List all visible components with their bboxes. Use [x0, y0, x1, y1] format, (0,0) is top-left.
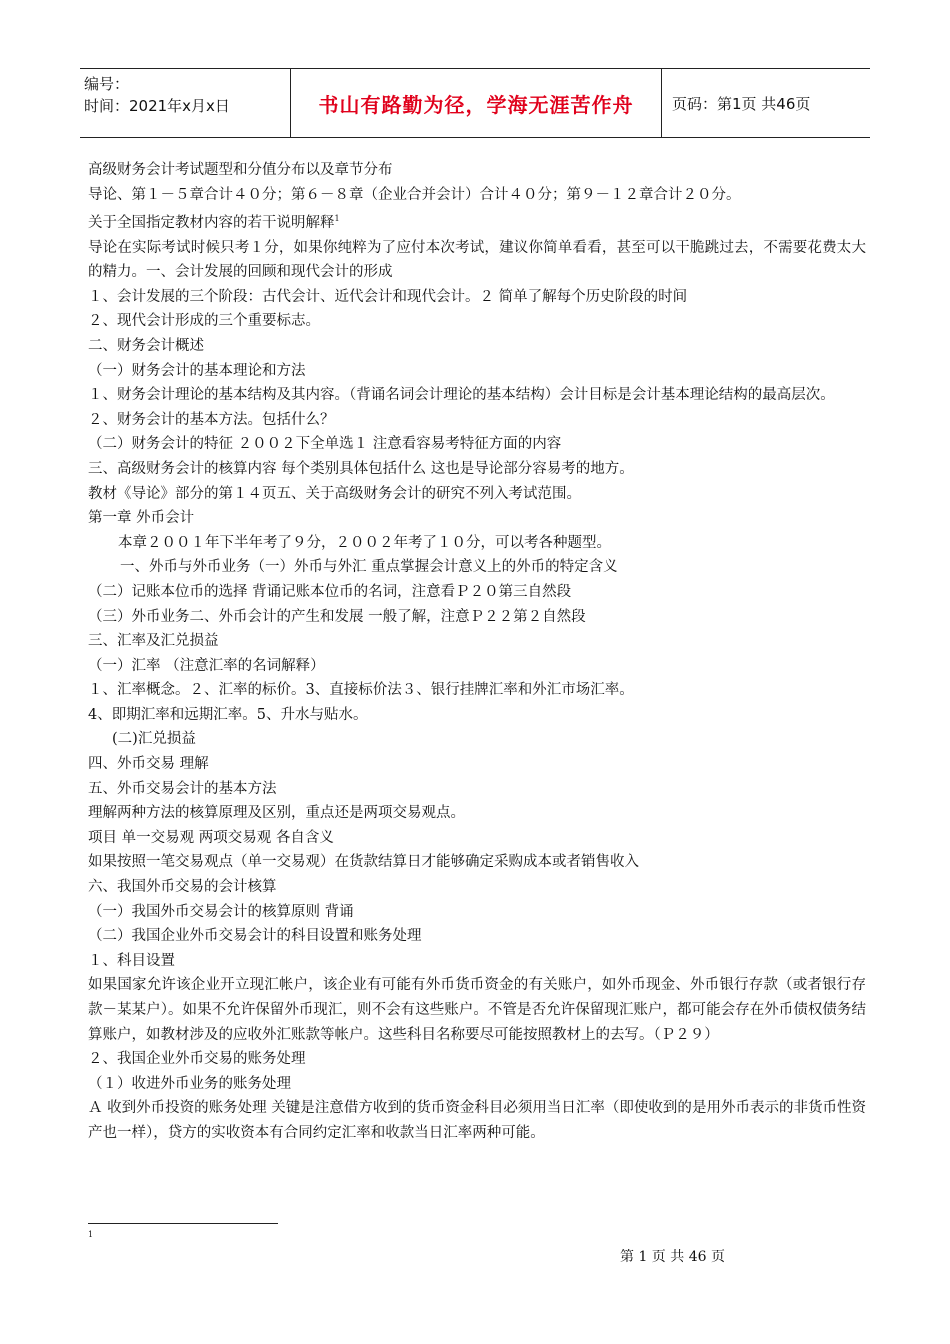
doc-line: (二)汇兑损益 — [112, 731, 196, 748]
doc-paragraph: １、财务会计理论的基本结构及其内容。（背诵名词会计理论的基本结构）会计目标是会计基本理论结构的最高层次。 — [88, 387, 835, 404]
doc-line: （一）我国外币交易会计的核算原则 背诵 — [88, 903, 354, 920]
page-header — [80, 68, 870, 138]
doc-line: （二）我国企业外币交易会计的科目设置和账务处理 — [88, 928, 422, 945]
doc-line — [88, 207, 866, 235]
doc-line: １、会计发展的三个阶段：古代会计、近代会计和现代会计。２ 简单了解每个历史阶段的时间 — [88, 288, 688, 305]
header-motto-cell — [291, 69, 662, 137]
doc-paragraph: 导论在实际考试时候只考１分，如果你纯粹为了应付本次考试，建议你简单看看，甚至可以干脆跳过去，不需要花费太大的精力。一、会计发展的回顾和现代会计的形成 — [88, 239, 866, 281]
doc-line: 一、外币与外币业务（一）外币与外汇 重点掌握会计意义上的外币的特定含义 — [120, 559, 618, 576]
page-footer-number: 第 1 页 共 46 页 — [620, 1249, 725, 1265]
doc-line: 4、即期汇率和远期汇率。5、升水与贴水。 — [88, 706, 368, 723]
doc-line: （１）收进外币业务的账务处理 — [88, 1075, 291, 1092]
doc-line: 理解两种方法的核算原理及区别，重点还是两项交易观点。 — [88, 805, 465, 822]
document-body — [88, 158, 866, 1146]
footnote-divider — [88, 1223, 278, 1224]
doc-line: （一）财务会计的基本理论和方法 — [88, 362, 306, 379]
doc-line: 教材《导论》部分的第１４页五、关于高级财务会计的研究不列入考试范围。 — [88, 485, 581, 502]
doc-line: 三、高级财务会计的核算内容 每个类别具体包括什么 这也是导论部分容易考的地方。 — [88, 460, 634, 477]
header-page-code-cell — [662, 69, 870, 137]
doc-line: （一）汇率 （注意汇率的名词解释） — [88, 657, 325, 674]
doc-time-label: 时间：2021年x月x日 — [84, 97, 230, 115]
footnote-marker: 1 — [334, 214, 340, 224]
doc-line: （二）财务会计的特征 ２００２下全单选１ 注意看容易考特征方面的内容 — [88, 436, 562, 453]
header-motto: 书山有路勤为径，学海无涯苦作舟 — [318, 92, 634, 117]
doc-line: 二、财务会计概述 — [88, 337, 204, 354]
doc-line: ２、现代会计形成的三个重要标志。 — [88, 313, 320, 330]
doc-number-label: 编号： — [84, 75, 130, 93]
doc-line: 五、外币交易会计的基本方法 — [88, 780, 277, 797]
doc-line: 项目 单一交易观 两项交易观 各自含义 — [88, 829, 334, 846]
doc-line: ２、我国企业外币交易的账务处理 — [88, 1051, 306, 1068]
doc-paragraph: Ａ 收到外币投资的账务处理 关键是注意借方收到的货币资金科目必须用当日汇率（即使收到的是用外币表示的非货币性资产也一样），贷方的实收资本有合同约定汇率和收款当日汇率两种可能。 — [88, 1100, 866, 1141]
doc-line: 如果按照一笔交易观点（单一交易观）在货款结算日才能够确定采购成本或者销售收入 — [88, 854, 639, 871]
doc-line: （三）外币业务二、外币会计的产生和发展 一般了解，注意Ｐ２２第２自然段 — [88, 608, 586, 625]
footnote: 1 — [88, 1230, 94, 1239]
doc-line: １、汇率概念。２、汇率的标价。3、直接标价法３、银行挂牌汇率和外汇市场汇率。 — [88, 682, 634, 699]
doc-line: 导论、第１－５章合计４０分；第６－８章（企业合并会计）合计４０分；第９－１２章合计２０分。 — [88, 186, 741, 203]
doc-line-text: 关于全国指定教材内容的若干说明解释 — [88, 215, 335, 232]
doc-line: ２、财务会计的基本方法。包括什么？ — [88, 411, 335, 428]
header-meta — [80, 69, 291, 137]
doc-line: 六、我国外币交易的会计核算 — [88, 879, 277, 896]
doc-line: 本章２００１年下半年考了９分，２００２年考了１０分，可以考各种题型。 — [118, 534, 611, 551]
doc-line: （二）记账本位币的选择 背诵记账本位币的名词，注意看Ｐ２０第三自然段 — [88, 583, 572, 600]
doc-line: 三、汇率及汇兑损益 — [88, 633, 219, 650]
doc-paragraph: 如果国家允许该企业开立现汇帐户，该企业有可能有外币货币资金的有关账户，如外币现金、外币银行存款（或者银行存款－某某户）。如果不允许保留外币现汇，则不会有这些账户。不管是否允许保留现汇账户，都可能会存在外币债权债务结算账户，如教材涉及的应收外汇账款等帐户。这些科目名称要尽可能按照教材上的去写。（Ｐ２９） — [88, 977, 866, 1043]
doc-line: １、科目设置 — [88, 952, 175, 969]
doc-line: 四、外币交易 理解 — [88, 756, 209, 773]
doc-line: 高级财务会计考试题型和分值分布以及章节分布 — [88, 162, 393, 178]
header-page-code: 页码：第1页 共46页 — [672, 94, 811, 113]
chapter-heading: 第一章 外币会计 — [88, 510, 195, 527]
